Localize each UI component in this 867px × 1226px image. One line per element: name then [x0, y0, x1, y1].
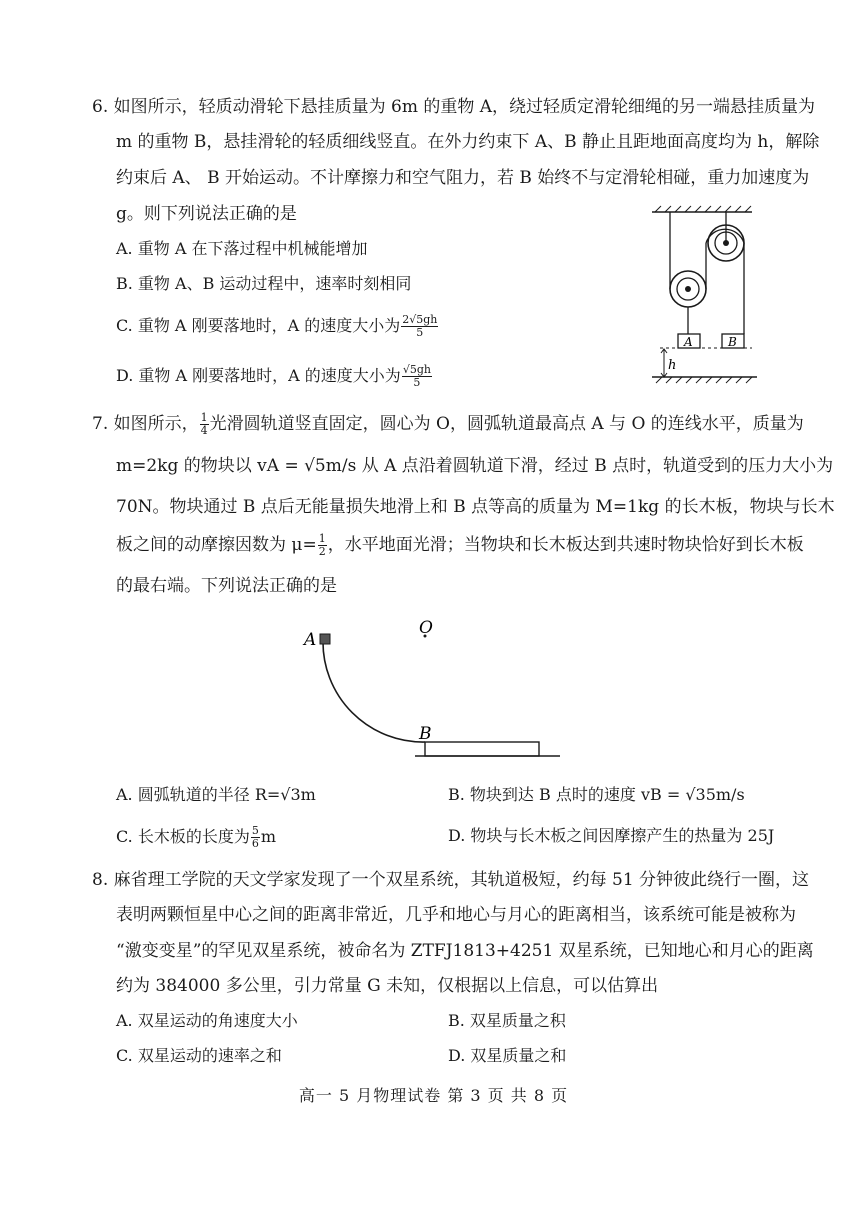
q7-option-d: D. 物块与长木板之间因摩擦产生的热量为 25J — [448, 826, 775, 845]
q7-line-1-prefix: 7. 如图所示， — [92, 414, 199, 434]
q8-line-4: 约为 384000 多公里，引力常量 G 未知，仅根据以上信息，可以估算出 — [116, 976, 659, 996]
q6-option-c-text: C. 重物 A 刚要落地时，A 的速度大小为 — [116, 316, 401, 335]
fraction-denominator: 6 — [251, 837, 259, 850]
q6-line-2: m 的重物 B，悬挂滑轮的轻质细线竖直。在外力约束下 A、B 静止且距地面高度均为 h，解除 — [116, 132, 820, 152]
q6-line-1: 6. 如图所示，轻质动滑轮下悬挂质量为 6m 的重物 A，绕过轻质定滑轮细绳的另一端悬挂质量为 — [92, 97, 816, 117]
fraction-denominator: 4 — [200, 424, 208, 437]
q7-long-board — [425, 742, 539, 756]
q7-line-4-prefix: 板之间的动摩擦因数为 μ= — [116, 535, 317, 555]
q7-option-c-fraction — [251, 825, 260, 850]
fraction-denominator: 5 — [416, 326, 424, 339]
q7-option-c — [116, 825, 276, 850]
q7-line-5: 的最右端。下列说法正确的是 — [116, 576, 337, 596]
q7-fig-label-o: O — [419, 618, 433, 638]
q7-option-b: B. 物块到达 B 点时的速度 vB = √35m/s — [448, 785, 745, 804]
fraction-numerator: √5gh — [402, 363, 431, 376]
q7-line-4-text: ，水平地面光滑；当物块和长木板达到共速时物块恰好到长木板 — [327, 535, 804, 555]
q6-option-b: B. 重物 A、B 运动过程中，速率时刻相同 — [116, 274, 412, 293]
q6-fig-label-h: h — [668, 358, 677, 373]
q8-line-3: “激变变星”的罕见双星系统，被命名为 ZTFJ1813+4251 双星系统，已知地心和月心的距离 — [116, 941, 814, 961]
q8-option-c: C. 双星运动的速率之和 — [116, 1046, 282, 1065]
fraction-denominator: 5 — [413, 376, 421, 389]
q7-fig-label-b: B — [419, 724, 432, 744]
q6-fig-label-b: B — [728, 335, 737, 349]
q6-line-4: g。则下列说法正确的是 — [116, 204, 297, 224]
q7-fig-label-a: A — [304, 630, 317, 650]
page-footer: 高一 5 月物理试卷 第 3 页 共 8 页 — [298, 1086, 569, 1105]
fraction-numerator: 2√5gh — [402, 313, 438, 326]
q6-fig-label-a: A — [684, 335, 693, 349]
q6-line-3: 约束后 A、 B 开始运动。不计摩擦力和空气阻力，若 B 始终不与定滑轮相碰，重力加速度为 — [116, 168, 810, 188]
q8-option-a: A. 双星运动的角速度大小 — [116, 1011, 298, 1030]
q8-option-d: D. 双星质量之和 — [448, 1046, 567, 1065]
fraction-numerator: 1 — [200, 411, 208, 424]
q6-option-a: A. 重物 A 在下落过程中机械能增加 — [116, 239, 368, 258]
fraction-numerator: 5 — [251, 824, 259, 837]
q8-line-2: 表明两颗恒星中心之间的距离非常近，几乎和地心与月心的距离相当，该系统可能是被称为 — [116, 905, 796, 925]
fraction-denominator: 2 — [318, 545, 326, 558]
q6-option-d-text: D. 重物 A 刚要落地时，A 的速度大小为 — [116, 366, 401, 385]
q7-option-a: A. 圆弧轨道的半径 R=√3m — [116, 785, 316, 804]
q7-line-3: 70N。物块通过 B 点后无能量损失地滑上和 B 点等高的质量为 M=1kg 的长木板，物块与长木 — [116, 497, 835, 517]
q8-option-b: B. 双星质量之积 — [448, 1011, 566, 1030]
q7-option-c-unit: m — [260, 827, 277, 846]
q7-option-c-text: C. 长木板的长度为 — [116, 827, 250, 846]
q7-block — [320, 634, 330, 644]
q8-line-1: 8. 麻省理工学院的天文学家发现了一个双星系统，其轨道极短，约每 51 分钟彼此绕行一圈，这 — [92, 870, 810, 890]
q7-line-2: m=2kg 的物块以 vA = √5m/s 从 A 点沿着圆轨道下滑，经过 B 点时，轨道受到的压力大小为 — [116, 456, 834, 476]
fraction-numerator: 1 — [318, 532, 326, 545]
q7-line-1-text: 光滑圆轨道竖直固定，圆心为 O，圆弧轨道最高点 A 与 O 的连线水平，质量为 — [209, 414, 804, 434]
